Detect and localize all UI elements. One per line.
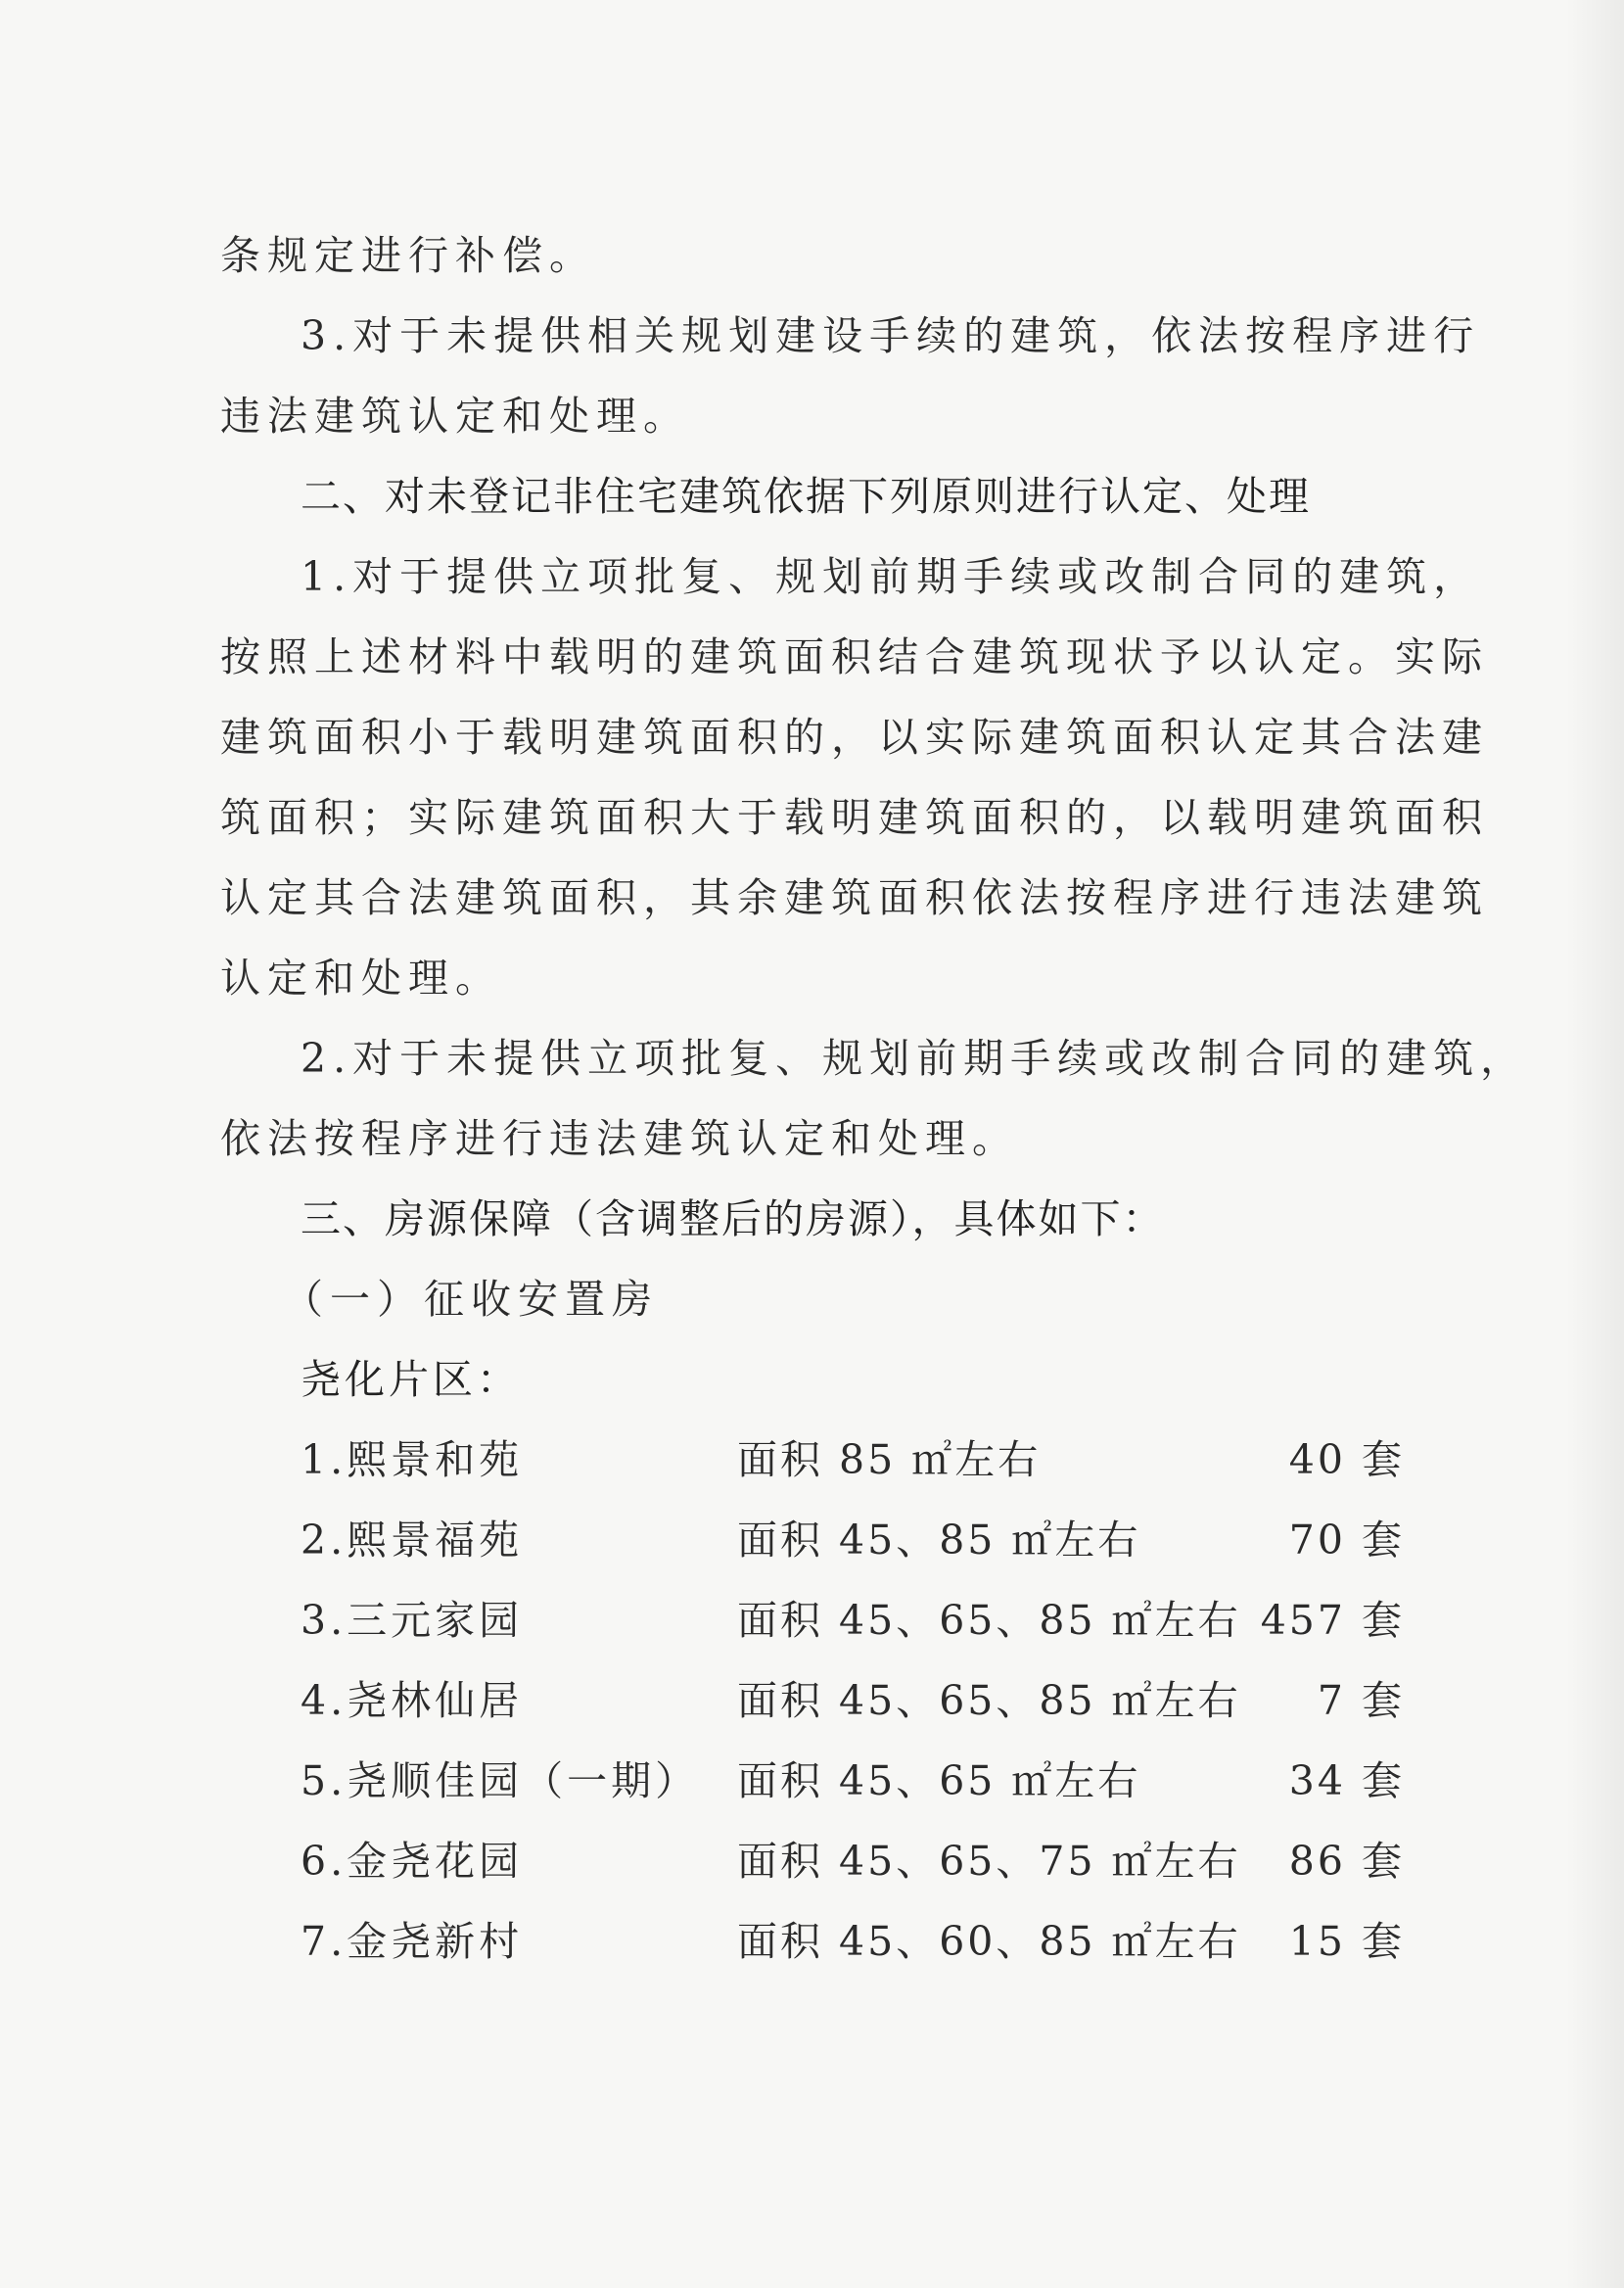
housing-area: 面积 45、65、85 ㎡左右 bbox=[737, 1597, 1241, 1644]
housing-name: 3.三元家园 bbox=[301, 1597, 524, 1644]
subsection-heading-1: （一）征收安置房 bbox=[283, 1276, 659, 1323]
paragraph-item-2-line1: 2.对于未提供立项批复、规划前期手续或改制合同的建筑， bbox=[301, 1035, 1528, 1082]
housing-list bbox=[220, 1420, 1405, 1982]
housing-area: 面积 85 ㎡左右 bbox=[737, 1436, 1042, 1483]
paragraph-item-2-line2: 依法按程序进行违法建筑认定和处理。 bbox=[220, 1115, 1019, 1162]
housing-count: 86 套 bbox=[1288, 1838, 1405, 1885]
housing-count: 34 套 bbox=[1288, 1757, 1405, 1804]
paragraph-item-3-line2: 违法建筑认定和处理。 bbox=[220, 393, 690, 440]
list-item bbox=[220, 1420, 1405, 1500]
housing-count: 70 套 bbox=[1288, 1517, 1405, 1564]
housing-name: 1.熙景和苑 bbox=[301, 1436, 524, 1483]
housing-count: 7 套 bbox=[1317, 1677, 1405, 1724]
housing-area: 面积 45、65 ㎡左右 bbox=[737, 1757, 1141, 1804]
housing-count: 15 套 bbox=[1288, 1918, 1405, 1965]
housing-area: 面积 45、65、75 ㎡左右 bbox=[737, 1838, 1241, 1885]
list-item bbox=[220, 1660, 1405, 1741]
district-heading: 尧化片区： bbox=[301, 1356, 521, 1403]
document-body bbox=[220, 215, 1528, 1982]
housing-name: 6.金尧花园 bbox=[301, 1838, 524, 1885]
section-heading-3: 三、房源保障（含调整后的房源），具体如下： bbox=[301, 1195, 1165, 1242]
housing-area: 面积 45、60、85 ㎡左右 bbox=[737, 1918, 1241, 1965]
housing-name: 4.尧林仙居 bbox=[301, 1677, 524, 1724]
paragraph-item-1-line4: 筑面积；实际建筑面积大于载明建筑面积的，以载明建筑面积 bbox=[220, 794, 1489, 841]
housing-area: 面积 45、85 ㎡左右 bbox=[737, 1517, 1141, 1564]
paragraph-item-1-line3: 建筑面积小于载明建筑面积的，以实际建筑面积认定其合法建 bbox=[220, 714, 1489, 761]
scan-edge-shadow bbox=[1565, 0, 1624, 2288]
list-item bbox=[220, 1500, 1405, 1580]
paragraph-item-1-line1: 1.对于提供立项批复、规划前期手续或改制合同的建筑， bbox=[301, 553, 1481, 600]
paragraph-item-1-line2: 按照上述材料中载明的建筑面积结合建筑现状予以认定。实际 bbox=[220, 633, 1489, 680]
paragraph-item-1-line5: 认定其合法建筑面积，其余建筑面积依法按程序进行违法建筑 bbox=[220, 874, 1489, 921]
paragraph-item-1-line6: 认定和处理。 bbox=[220, 955, 502, 1002]
section-heading-2: 二、对未登记非住宅建筑依据下列原则进行认定、处理 bbox=[301, 473, 1311, 520]
housing-name: 2.熙景福苑 bbox=[301, 1517, 524, 1564]
list-item bbox=[220, 1901, 1405, 1982]
housing-count: 40 套 bbox=[1288, 1436, 1405, 1483]
housing-name: 7.金尧新村 bbox=[301, 1918, 524, 1965]
housing-name: 5.尧顺佳园（一期） bbox=[301, 1757, 700, 1804]
housing-count: 457 套 bbox=[1260, 1597, 1405, 1644]
paragraph-item-3-line1: 3.对于未提供相关规划建设手续的建筑，依法按程序进行 bbox=[301, 312, 1481, 359]
paragraph-continuation: 条规定进行补偿。 bbox=[220, 232, 596, 279]
housing-area: 面积 45、65、85 ㎡左右 bbox=[737, 1677, 1241, 1724]
list-item bbox=[220, 1741, 1405, 1821]
list-item bbox=[220, 1580, 1405, 1660]
list-item bbox=[220, 1821, 1405, 1901]
